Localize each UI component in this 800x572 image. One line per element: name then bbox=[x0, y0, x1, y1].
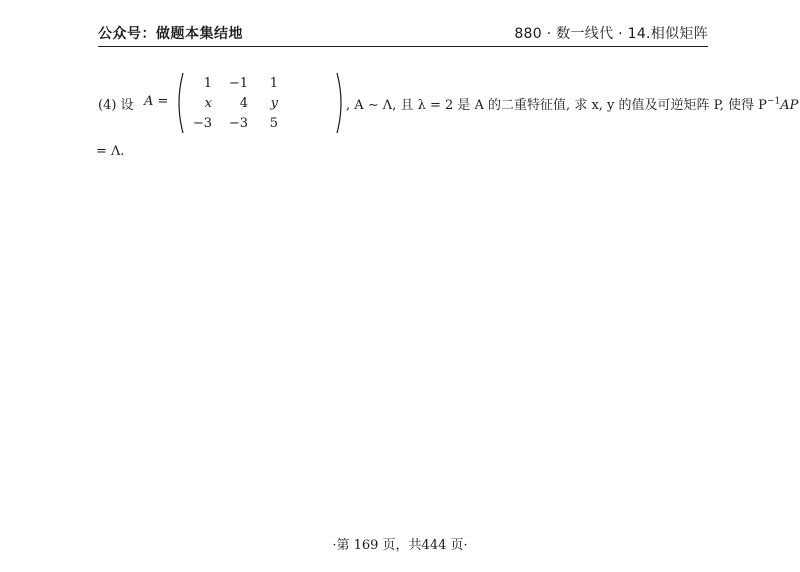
matrix-cell: −1 bbox=[228, 75, 248, 91]
equals-sign: = bbox=[157, 94, 169, 109]
header-source: 公众号：做题本集结地 bbox=[98, 26, 243, 42]
matrix-row bbox=[188, 73, 278, 93]
matrix-cell: 1 bbox=[269, 75, 278, 91]
header-chapter: 880 · 数一线代 · 14.相似矩阵 bbox=[514, 26, 708, 42]
matrix-A bbox=[174, 72, 350, 134]
problem-body: , A ∼ Λ, 且 λ = 2 是 A 的二重特征值, 求 x, y 的值及可逆矩阵 P, 使得 P bbox=[346, 98, 767, 113]
matrix-cell: 5 bbox=[269, 115, 278, 131]
matrix-row bbox=[188, 113, 278, 133]
matrix-cell: −3 bbox=[192, 115, 212, 131]
page-header bbox=[98, 20, 708, 47]
matrix-cell: 4 bbox=[239, 95, 248, 111]
problem-statement bbox=[98, 72, 799, 134]
matrix-entries bbox=[188, 73, 278, 133]
problem-continuation: = Λ. bbox=[96, 144, 125, 159]
page-number: ·第 169 页，共444 页· bbox=[332, 538, 468, 553]
matrix-name: A bbox=[144, 94, 154, 109]
matrix-cell: x bbox=[204, 95, 212, 111]
inverse-exponent: −1 bbox=[766, 96, 781, 107]
matrix-cell: −3 bbox=[228, 115, 248, 131]
problem-text bbox=[346, 94, 798, 113]
matrix-cell: y bbox=[270, 95, 278, 111]
matrix-cell: 1 bbox=[203, 75, 212, 91]
right-paren bbox=[334, 72, 346, 134]
problem-number: (4) 设 bbox=[98, 98, 134, 113]
left-paren bbox=[174, 72, 186, 134]
matrix-row bbox=[188, 93, 278, 113]
product-AP: AP bbox=[780, 98, 799, 113]
matrix-lhs bbox=[144, 94, 168, 109]
